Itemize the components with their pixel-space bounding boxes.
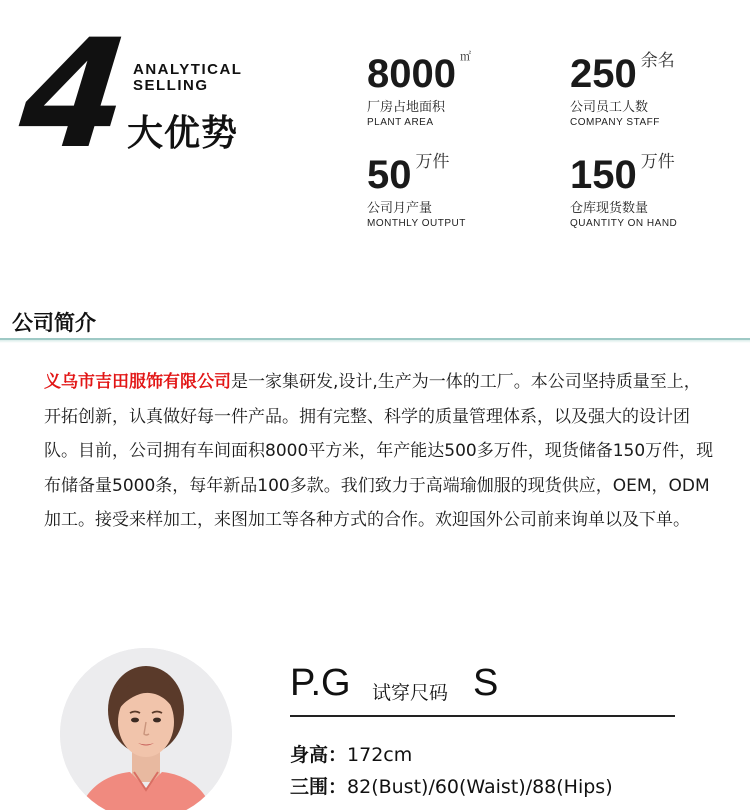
model-name: P.G: [290, 662, 351, 704]
advantages-banner: [0, 0, 750, 290]
stat-unit: 万件: [415, 152, 450, 172]
model-avatar: [60, 648, 232, 810]
stat-unit: ㎡: [459, 50, 471, 63]
stat-label-en: COMPANY STAFF: [570, 117, 660, 128]
stat-label-en: MONTHLY OUTPUT: [367, 218, 466, 229]
model-portrait-illustration: [60, 648, 232, 810]
fitting-size-value: S: [473, 662, 499, 704]
height-label: 身高：: [290, 744, 348, 766]
company-intro-paragraph: [44, 365, 714, 538]
big-number-four: 4: [12, 8, 132, 182]
stat-value: 250: [570, 52, 637, 96]
section-divider-shadow: [0, 340, 750, 343]
stat-label-cn: 公司月产量: [367, 201, 433, 216]
model-height: [290, 740, 412, 767]
model-measurements: [290, 772, 613, 799]
kicker-line-2: SELLING: [133, 77, 209, 94]
stat-company-staff: [570, 51, 675, 130]
stat-value: 8000: [367, 52, 456, 96]
company-name: 义乌市吉田服饰有限公司: [44, 372, 231, 392]
kicker-line-1: ANALYTICAL: [133, 61, 243, 78]
company-intro-header: [0, 297, 750, 343]
stat-label-cn: 公司员工人数: [570, 100, 649, 115]
advantages-title: 大优势: [127, 113, 239, 154]
fitting-size-label: 试穿尺码: [372, 682, 449, 704]
stat-monthly-output: [367, 152, 466, 231]
stat-label-cn: 仓库现货数量: [570, 201, 649, 216]
stat-unit: 余名: [640, 51, 675, 71]
stat-value: 50: [367, 153, 412, 197]
stat-plant-area: [367, 50, 471, 130]
stat-label-cn: 厂房占地面积: [367, 100, 446, 115]
measurements-value: 82(Bust)/60(Waist)/88(Hips): [347, 776, 613, 798]
stat-value: 150: [570, 153, 637, 197]
stat-unit: 万件: [640, 152, 675, 172]
height-value: 172cm: [347, 744, 413, 766]
section-title: 公司简介: [12, 311, 96, 335]
model-info-divider: [290, 715, 675, 717]
intro-body: 是一家集研发,设计,生产为一体的工厂。本公司坚持质量至上，开拓创新，认真做好每一件产品。拥有完整、科学的质量管理体系，以及强大的设计团队。目前，公司拥有车间面积8000平方米，年产能达500多万件，现货储备150万件，现布储备量5000条，每年新品100多款。我们致力于高端瑜伽服的现货供应，OEM，ODM加工。接受来样加工，来图加工等各种方式的合作。欢迎国外公司前来询单以及下单。: [44, 372, 714, 530]
analytical-selling-kicker: [133, 62, 242, 94]
measurements-label: 三围：: [290, 776, 348, 798]
stat-label-en: PLANT AREA: [367, 117, 434, 128]
stat-label-en: QUANTITY ON HAND: [570, 218, 678, 229]
stat-quantity-on-hand: [570, 152, 678, 231]
